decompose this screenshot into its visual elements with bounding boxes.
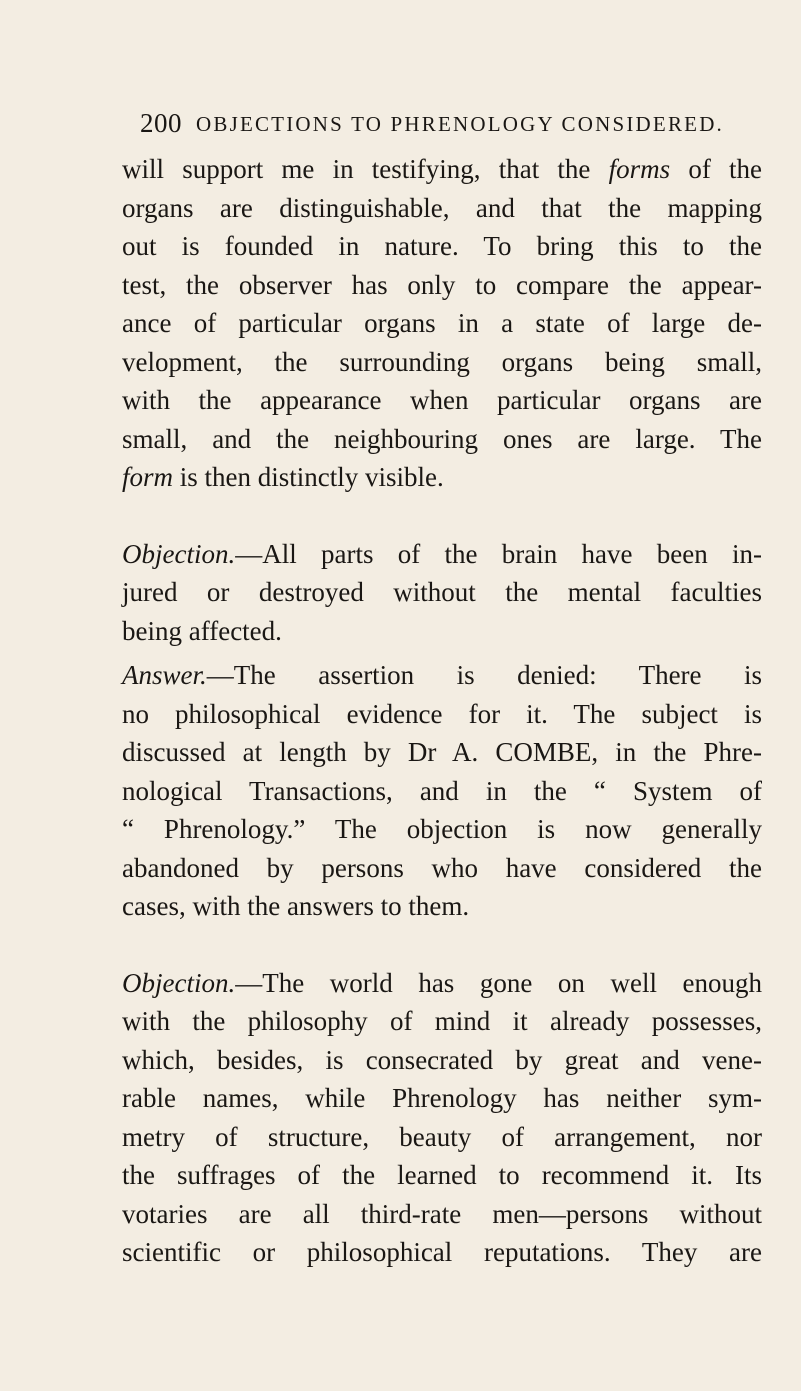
text-line: test, the observer has only to compare the appear- <box>122 269 762 300</box>
text-line: scientific or philosophical reputations. They are <box>122 1237 762 1267</box>
text-line: discussed at length by Dr A. COMBE, in the Phre- <box>122 737 762 767</box>
paragraph-gap <box>122 497 762 535</box>
text-line: which, besides, is consecrated by great and vene- <box>122 1044 762 1075</box>
paragraph-objection-1 <box>122 535 762 651</box>
objection-label: Objection. <box>122 538 236 569</box>
answer-label: Answer. <box>122 660 207 690</box>
text-line: cases, with the answers to them. <box>122 891 470 921</box>
body-text <box>122 150 762 1272</box>
emphasis: forms <box>608 154 671 184</box>
text-line: the suffrages of the learned to recommend it. Its <box>122 1160 762 1190</box>
text-line: with the appearance when particular organs are <box>122 385 762 415</box>
text-line: will support me in testifying, that the forms of the <box>122 154 763 184</box>
text-line: rable names, while Phrenology has neither sym- <box>122 1083 762 1113</box>
paragraph-objection-2 <box>122 964 762 1272</box>
text-line: form is then distinctly visible. <box>122 462 444 492</box>
paragraph-answer-1 <box>122 656 762 926</box>
running-head: OBJECTIONS TO PHRENOLOGY CONSIDERED. <box>196 112 725 136</box>
text-line: nological Transactions, and in the “ System of <box>122 775 762 806</box>
text-line: velopment, the surrounding organs being small, <box>122 346 762 377</box>
text-line: jured or destroyed without the mental faculties <box>122 577 762 607</box>
text-line: votaries are all third-rate men—persons without <box>122 1198 762 1229</box>
objection-label: Objection. <box>122 967 236 998</box>
text-line: Answer.—The assertion is denied: There is <box>122 660 762 690</box>
text-line: small, and the neighbouring ones are large. The <box>122 423 762 454</box>
paragraph-gap <box>122 926 762 964</box>
text-line: Objection.—The world has gone on well enough <box>122 967 762 998</box>
text-line: with the philosophy of mind it already possesses, <box>122 1006 762 1036</box>
page-number: 200 <box>140 108 182 138</box>
paragraph-continuation <box>122 150 762 497</box>
text-line: Objection.—All parts of the brain have been in- <box>122 538 762 569</box>
text-line: abandoned by persons who have considered the <box>122 852 762 883</box>
text-line: being affected. <box>122 615 282 646</box>
emphasis: form <box>122 462 174 492</box>
page-header <box>140 108 760 148</box>
text-line: organs are distinguishable, and that the mapping <box>122 192 762 223</box>
text-line: “ Phrenology.” The objection is now generally <box>122 814 762 844</box>
text-line: metry of structure, beauty of arrangement, nor <box>122 1121 762 1152</box>
text-line: no philosophical evidence for it. The subject is <box>122 698 762 729</box>
text-line: ance of particular organs in a state of large de- <box>122 308 762 338</box>
text-line: out is founded in nature. To bring this to the <box>122 231 762 261</box>
